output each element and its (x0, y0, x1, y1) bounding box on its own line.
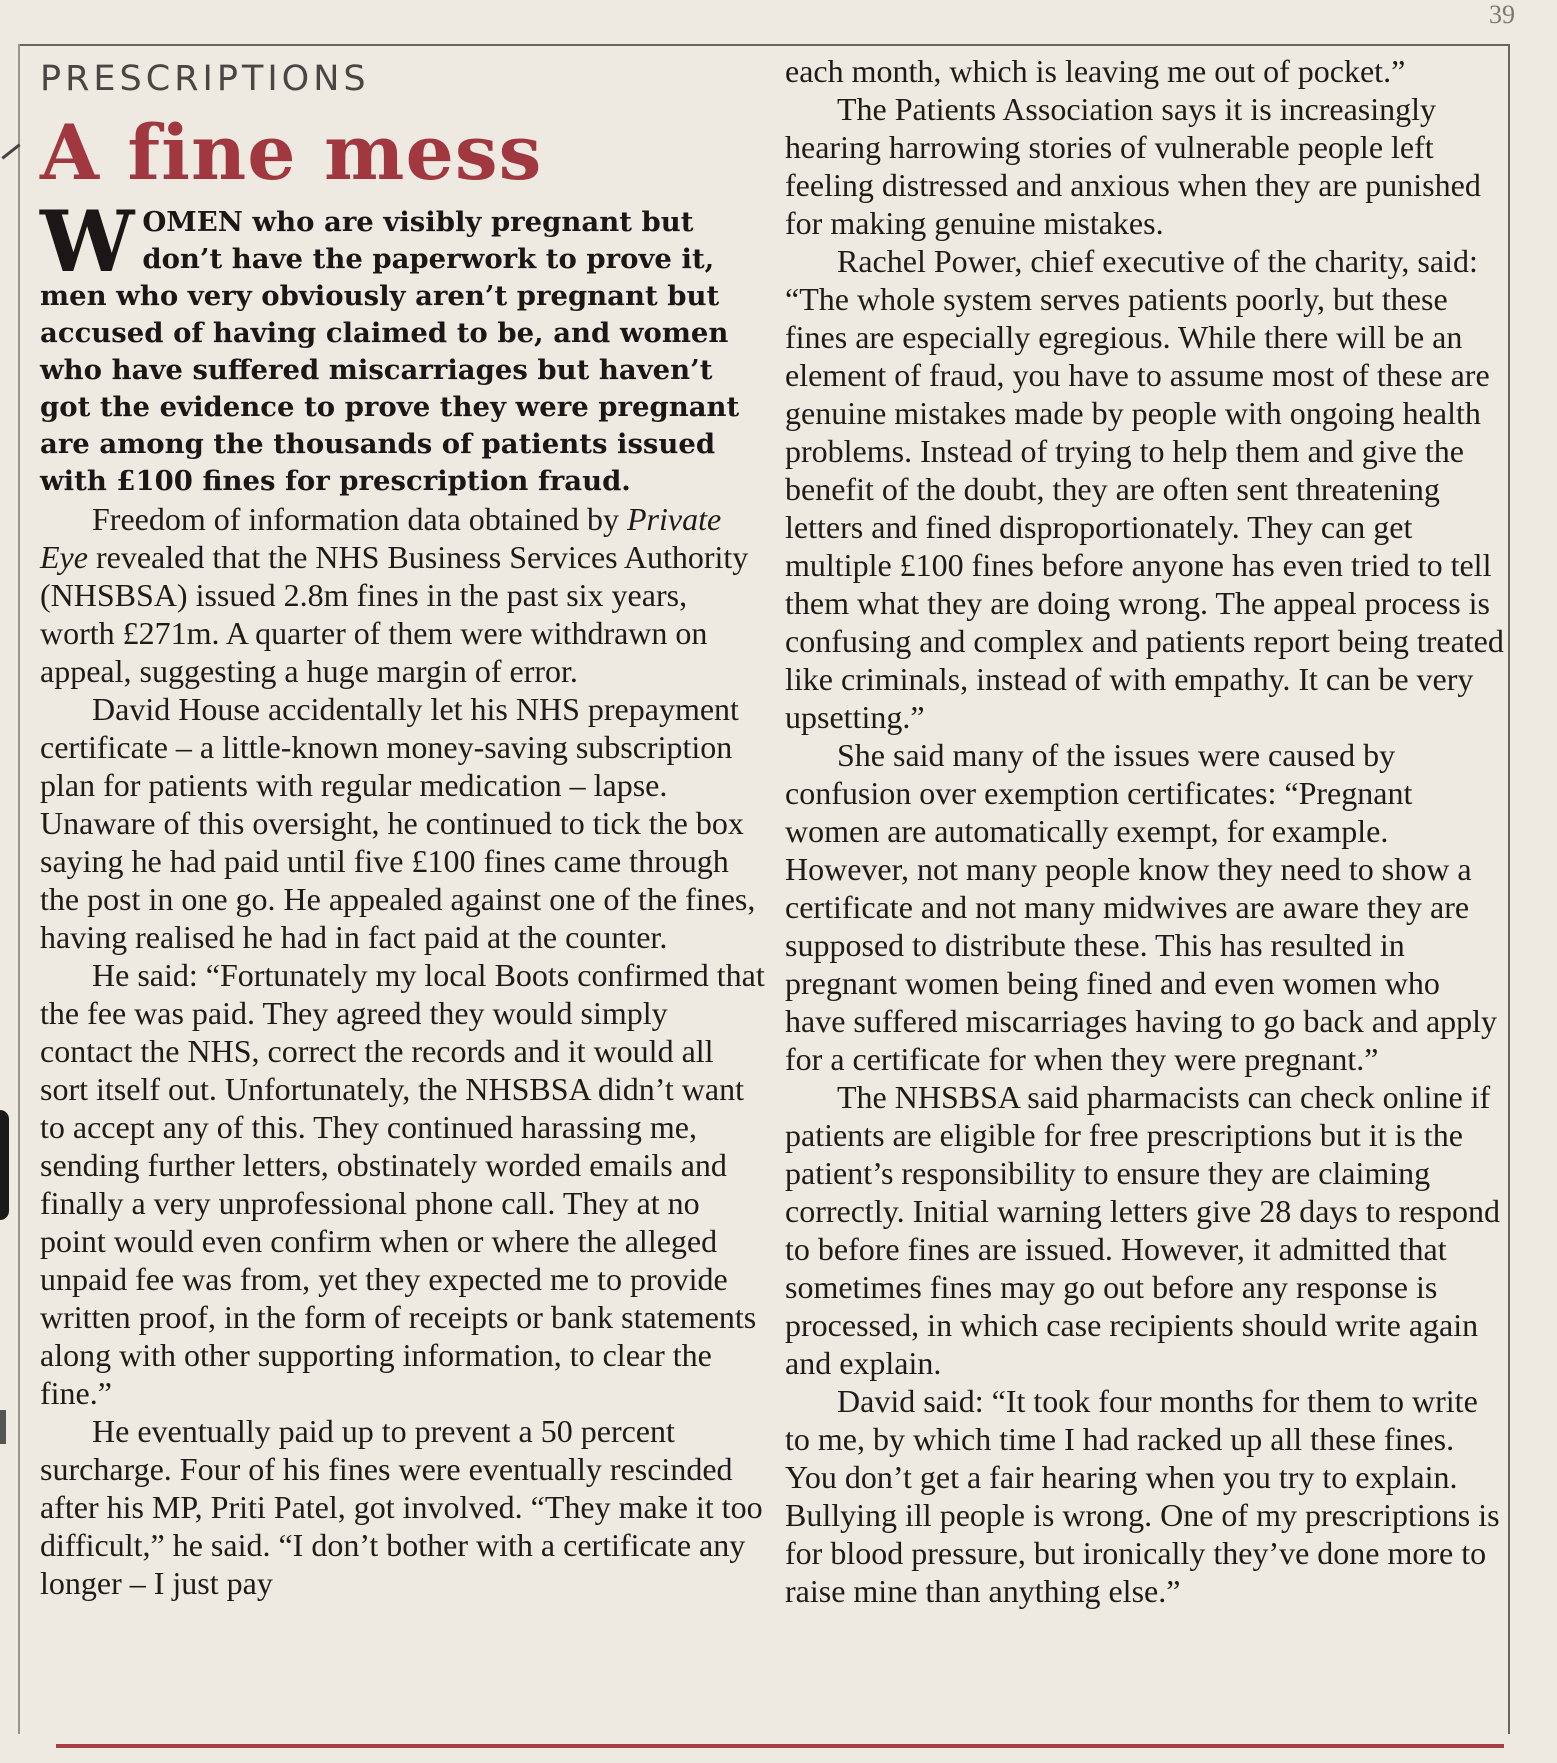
section-label: PRESCRIPTIONS (40, 59, 370, 99)
top-rule (18, 44, 1510, 46)
headline: A fine mess (40, 108, 543, 197)
left-column (40, 50, 765, 1602)
bottom-rule (56, 1744, 1504, 1748)
article-paragraph-surcharge: He eventually paid up to prevent a 50 percent surcharge. Four of his fines were eventually rescinded after his MP, Priti Patel, got involved. “They make it too difficult,” he said. “I don’t bother with a certificate any longer – I just pay (40, 1413, 763, 1601)
paragraph-text: revealed that the NHS Business Services Authority (NHSBSA) issued 2.8m fines in the past six years, worth £271m. A quarter of them were withdrawn on appeal, suggesting a huge margin of error. (40, 539, 749, 689)
article-paragraph-david-closing: David said: “It took four months for them to write to me, by which time I had racked up all these fines. You don’t get a fair hearing when you try to explain. Bullying ill people is wrong. One of my prescriptions is for blood pressure, but ironically they’ve done more to raise mine than anything else.” (785, 1383, 1500, 1609)
right-column (785, 52, 1505, 1610)
publication-name: Private Eye (40, 501, 722, 575)
frame-right-rule (1508, 44, 1510, 1734)
edge-ink-mark (0, 1410, 6, 1444)
article-paragraph-foi (40, 500, 765, 690)
standfirst-text: OMEN who are visibly pregnant but don’t have the paperwork to prove it, men who very obviously aren’t pregnant but accused of having claimed to be, and women who have suffered miscarriages but haven’t got the evidence to prove they were pregnant are among the thousands of patients issued with £100 fines for prescription fraud. (40, 206, 740, 497)
drop-cap: W (40, 192, 135, 291)
article-paragraph-boots-quote: He said: “Fortunately my local Boots confirmed that the fee was paid. They agreed they would simply contact the NHS, correct the records and it would all sort itself out. Unfortunately, the NHSBSA didn’t want to accept any of this. They continued harassing me, sending further letters, obstinately worded emails and finally a very unprofessional phone call. They at no point would even confirm when or where the alleged unpaid fee was from, yet they expected me to provide written proof, in the form of receipts or bank statements along with other supporting information, to clear the fine.” (40, 957, 765, 1411)
article-paragraph-exemption-certificates: She said many of the issues were caused by confusion over exemption certificates: “Pregnant women are automatically exempt, for example. However, not many people know they need to show a certificate and not many midwives are aware they are supposed to distribute these. This has resulted in pregnant women being fined and even women who have suffered miscarriages having to go back and apply for a certificate for when they were pregnant.” (785, 737, 1498, 1077)
frame-left-rule (18, 44, 20, 1734)
paragraph-text: Freedom of information data obtained by (92, 501, 627, 537)
page-number: 39 (1489, 0, 1515, 29)
article-paragraph-patients-association: The Patients Association says it is increasingly hearing harrowing stories of vulnerable people left feeling distressed and anxious when they are punished for making genuine mistakes. (785, 91, 1481, 241)
article-paragraph-david-house: David House accidentally let his NHS prepayment certificate – a little-known money-saving subscription plan for patients with regular medication – lapse. Unaware of this oversight, he continued to tick the box saying he had paid until five £100 fines came through the post in one go. He appealed against one of the fines, having realised he had in fact paid at the counter. (40, 691, 756, 955)
article-paragraph-rachel-power: Rachel Power, chief executive of the charity, said: “The whole system serves patients poorly, but these fines are especially egregious. While there will be an element of fraud, you have to assume most of these are genuine mistakes made by people with ongoing health problems. Instead of trying to help them and give the benefit of the doubt, they are often sent threatening letters and fined disproportionately. They can get multiple £100 fines before anyone has even tried to tell them what they are doing wrong. The appeal process is confusing and complex and patients report being treated like criminals, instead of with empathy. It can be very upsetting.” (785, 243, 1504, 735)
article-paragraph-continuation: each month, which is leaving me out of pocket.” (785, 53, 1406, 89)
article-paragraph-nhsbsa-response: The NHSBSA said pharmacists can check online if patients are eligible for free prescriptions but it is the patient’s responsibility to ensure they are claiming correctly. Initial warning letters give 28 days to respond to before fines are issued. However, it admitted that sometimes fines may go out before any response is processed, in which case recipients should write again and explain. (785, 1079, 1501, 1381)
edge-ink-blot (0, 1110, 9, 1220)
standfirst (40, 192, 765, 500)
